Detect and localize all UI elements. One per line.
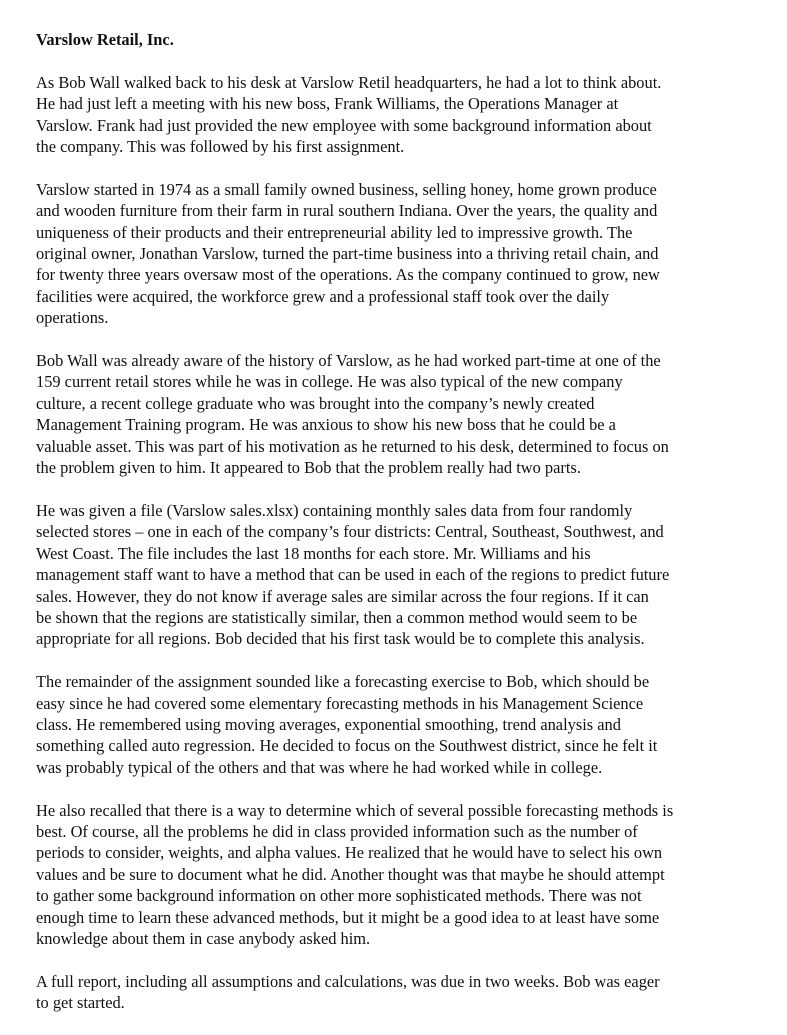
text-line: knowledge about them in case anybody asked him. [36,928,371,948]
text-line: culture, a recent college graduate who was brought into the company’s newly created [36,393,595,413]
paragraph-7 [36,971,766,1014]
paragraph-2 [36,179,766,329]
text-line: He was given a file (Varslow sales.xlsx) containing monthly sales data from four randomly [36,500,633,520]
text-line: valuable asset. This was part of his motivation as he returned to his desk, determined to focus on [36,436,669,456]
text-line: A full report, including all assumptions and calculations, was due in two weeks. Bob was eager [36,971,660,991]
text-line: best. Of course, all the problems he did in class provided information such as the number of [36,821,638,841]
text-line: the problem given to him. It appeared to Bob that the problem really had two parts. [36,458,581,478]
text-line: enough time to learn these advanced methods, but it might be a good idea to at least have some [36,907,660,927]
text-line: Varslow started in 1974 as a small family owned business, selling honey, home grown produce [36,179,657,199]
paragraph-5 [36,671,766,778]
paragraph-6 [36,800,766,950]
text-line: appropriate for all regions. Bob decided that his first task would be to complete this analysis. [36,629,645,649]
text-line: the company. This was followed by his first assignment. [36,137,405,157]
text-line: to gather some background information on other more sophisticated methods. There was not [36,886,642,906]
text-line: 159 current retail stores while he was in college. He was also typical of the new company [36,372,623,392]
text-line: facilities were acquired, the workforce grew and a professional staff took over the daily [36,286,610,306]
paragraph-1 [36,72,766,158]
text-line: something called auto regression. He decided to focus on the Southwest district, since he felt it [36,736,658,756]
text-line: was probably typical of the others and that was where he had worked while in college. [36,757,603,777]
text-line: West Coast. The file includes the last 18 months for each store. Mr. Williams and his [36,543,591,563]
text-line: The remainder of the assignment sounded like a forecasting exercise to Bob, which should be [36,672,650,692]
text-line: and wooden furniture from their farm in rural southern Indiana. Over the years, the quality and [36,201,658,221]
text-line: sales. However, they do not know if average sales are similar across the four regions. If it can [36,586,649,606]
text-line: for twenty three years oversaw most of the operations. As the company continued to grow, new [36,265,660,285]
text-line: He had just left a meeting with his new boss, Frank Williams, the Operations Manager at [36,94,619,114]
text-line: Bob Wall was already aware of the history of Varslow, as he had worked part-time at one of the [36,351,661,371]
text-line: original owner, Jonathan Varslow, turned the part-time business into a thriving retail chain, and [36,244,659,264]
text-line: uniqueness of their products and their entrepreneurial ability led to impressive growth. The [36,222,633,242]
text-line: class. He remembered using moving averages, exponential smoothing, trend analysis and [36,714,621,734]
text-line: to get started. [36,993,125,1013]
text-line: operations. [36,308,109,328]
text-line: management staff want to have a method that can be used in each of the regions to predict future [36,565,670,585]
text-line: Varslow. Frank had just provided the new employee with some background information about [36,115,652,135]
text-line: easy since he had covered some elementary forecasting methods in his Management Science [36,693,644,713]
text-line: values and be sure to document what he did. Another thought was that maybe he should attempt [36,864,665,884]
text-line: be shown that the regions are statistically similar, then a common method would seem to be [36,607,638,627]
document-body [36,72,766,1014]
text-line: periods to consider, weights, and alpha values. He realized that he would have to select his own [36,843,663,863]
text-line: He also recalled that there is a way to determine which of several possible forecasting methods is [36,800,674,820]
text-line: selected stores – one in each of the company’s four districts: Central, Southeast, Southwest, and [36,522,664,542]
document-page [36,29,766,1035]
text-line: As Bob Wall walked back to his desk at Varslow Retil headquarters, he had a lot to think about. [36,72,662,92]
document-title: Varslow Retail, Inc. [36,30,174,49]
paragraph-3 [36,350,766,478]
paragraph-4 [36,500,766,650]
text-line: Management Training program. He was anxious to show his new boss that he could be a [36,415,616,435]
